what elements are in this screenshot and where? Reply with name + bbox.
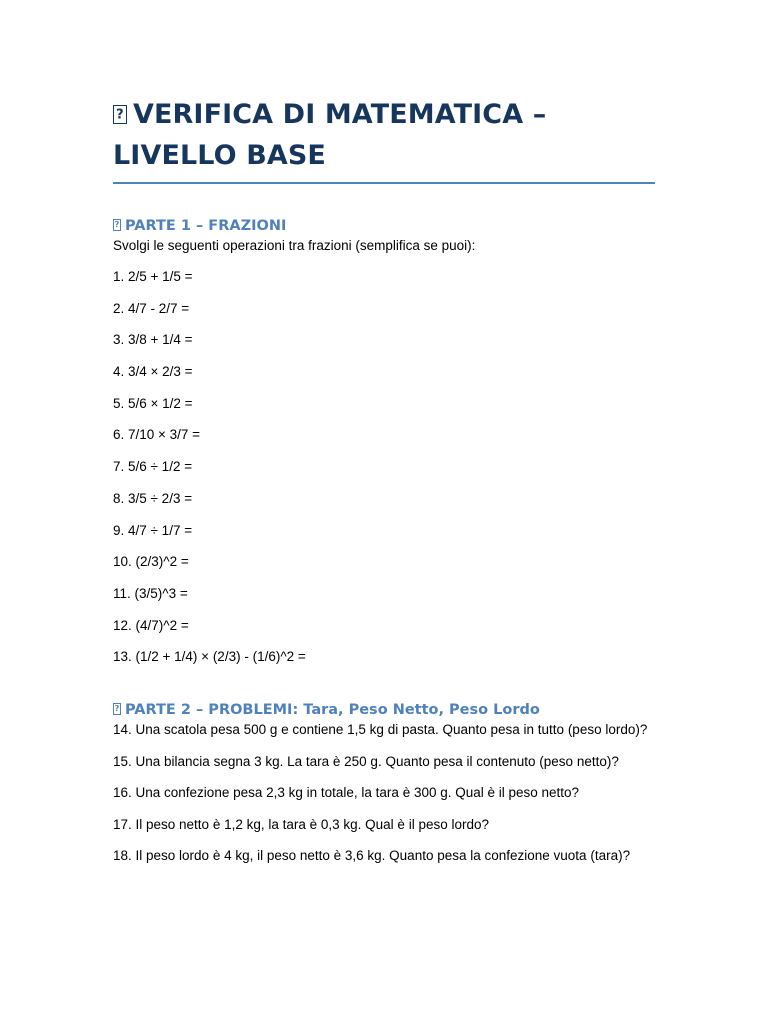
exercise-item: 6. 7/10 × 3/7 = [113,427,201,443]
exercise-item: 9. 4/7 ÷ 1/7 = [113,522,193,538]
problem-item: 17. Il peso netto è 1,2 kg, la tara è 0,3 kg. Qual è il peso lordo? [113,816,489,832]
exercise-item: 12. (4/7)^2 = [113,617,189,633]
section-heading-part-1-text: PARTE 1 – FRAZIONI [125,218,287,234]
problem-item: 18. Il peso lordo è 4 kg, il peso netto è 3,6 kg. Quanto pesa la confezione vuota (tara)? [113,848,631,864]
section-heading-part-2-text: PARTE 2 – PROBLEMI: Tara, Peso Netto, Peso Lordo [125,702,540,719]
missing-glyph-icon [113,219,121,231]
problem-item: 15. Una bilancia segna 3 kg. La tara è 250 g. Quanto pesa il contenuto (peso netto)? [113,753,619,769]
exercise-item: 13. (1/2 + 1/4) × (2/3) - (1/6)^2 = [113,649,306,665]
exercise-item: 4. 3/4 × 2/3 = [113,364,193,380]
exercise-item: 8. 3/5 ÷ 2/3 = [113,490,193,506]
exercise-item: 3. 3/8 + 1/4 = [113,332,193,348]
document-title [113,94,655,184]
problem-item: 16. Una confezione pesa 2,3 kg in totale, la tara è 300 g. Qual è il peso netto? [113,785,580,801]
problem-list [113,720,655,866]
section-heading-part-1 [113,216,655,236]
missing-glyph-icon [113,105,127,124]
problem-item: 14. Una scatola pesa 500 g e contiene 1,5 kg di pasta. Quanto pesa in tutto (peso lordo)? [113,722,648,738]
document-page [113,94,655,878]
exercise-item: 1. 2/5 + 1/5 = [113,269,193,284]
missing-glyph-icon [113,703,121,715]
part-1-instructions: Svolgi le seguenti operazioni tra frazioni (semplifica se puoi): [113,238,476,253]
exercise-item: 7. 5/6 ÷ 1/2 = [113,459,193,475]
exercise-item: 10. (2/3)^2 = [113,554,189,570]
exercise-item: 2. 4/7 - 2/7 = [113,300,190,316]
fraction-exercise-list [113,267,655,667]
document-title-text: VERIFICA DI MATEMATICA – LIVELLO BASE [113,99,547,171]
section-heading-part-2 [113,700,655,720]
exercise-item: 11. (3/5)^3 = [113,585,188,601]
exercise-item: 5. 5/6 × 1/2 = [113,395,193,411]
